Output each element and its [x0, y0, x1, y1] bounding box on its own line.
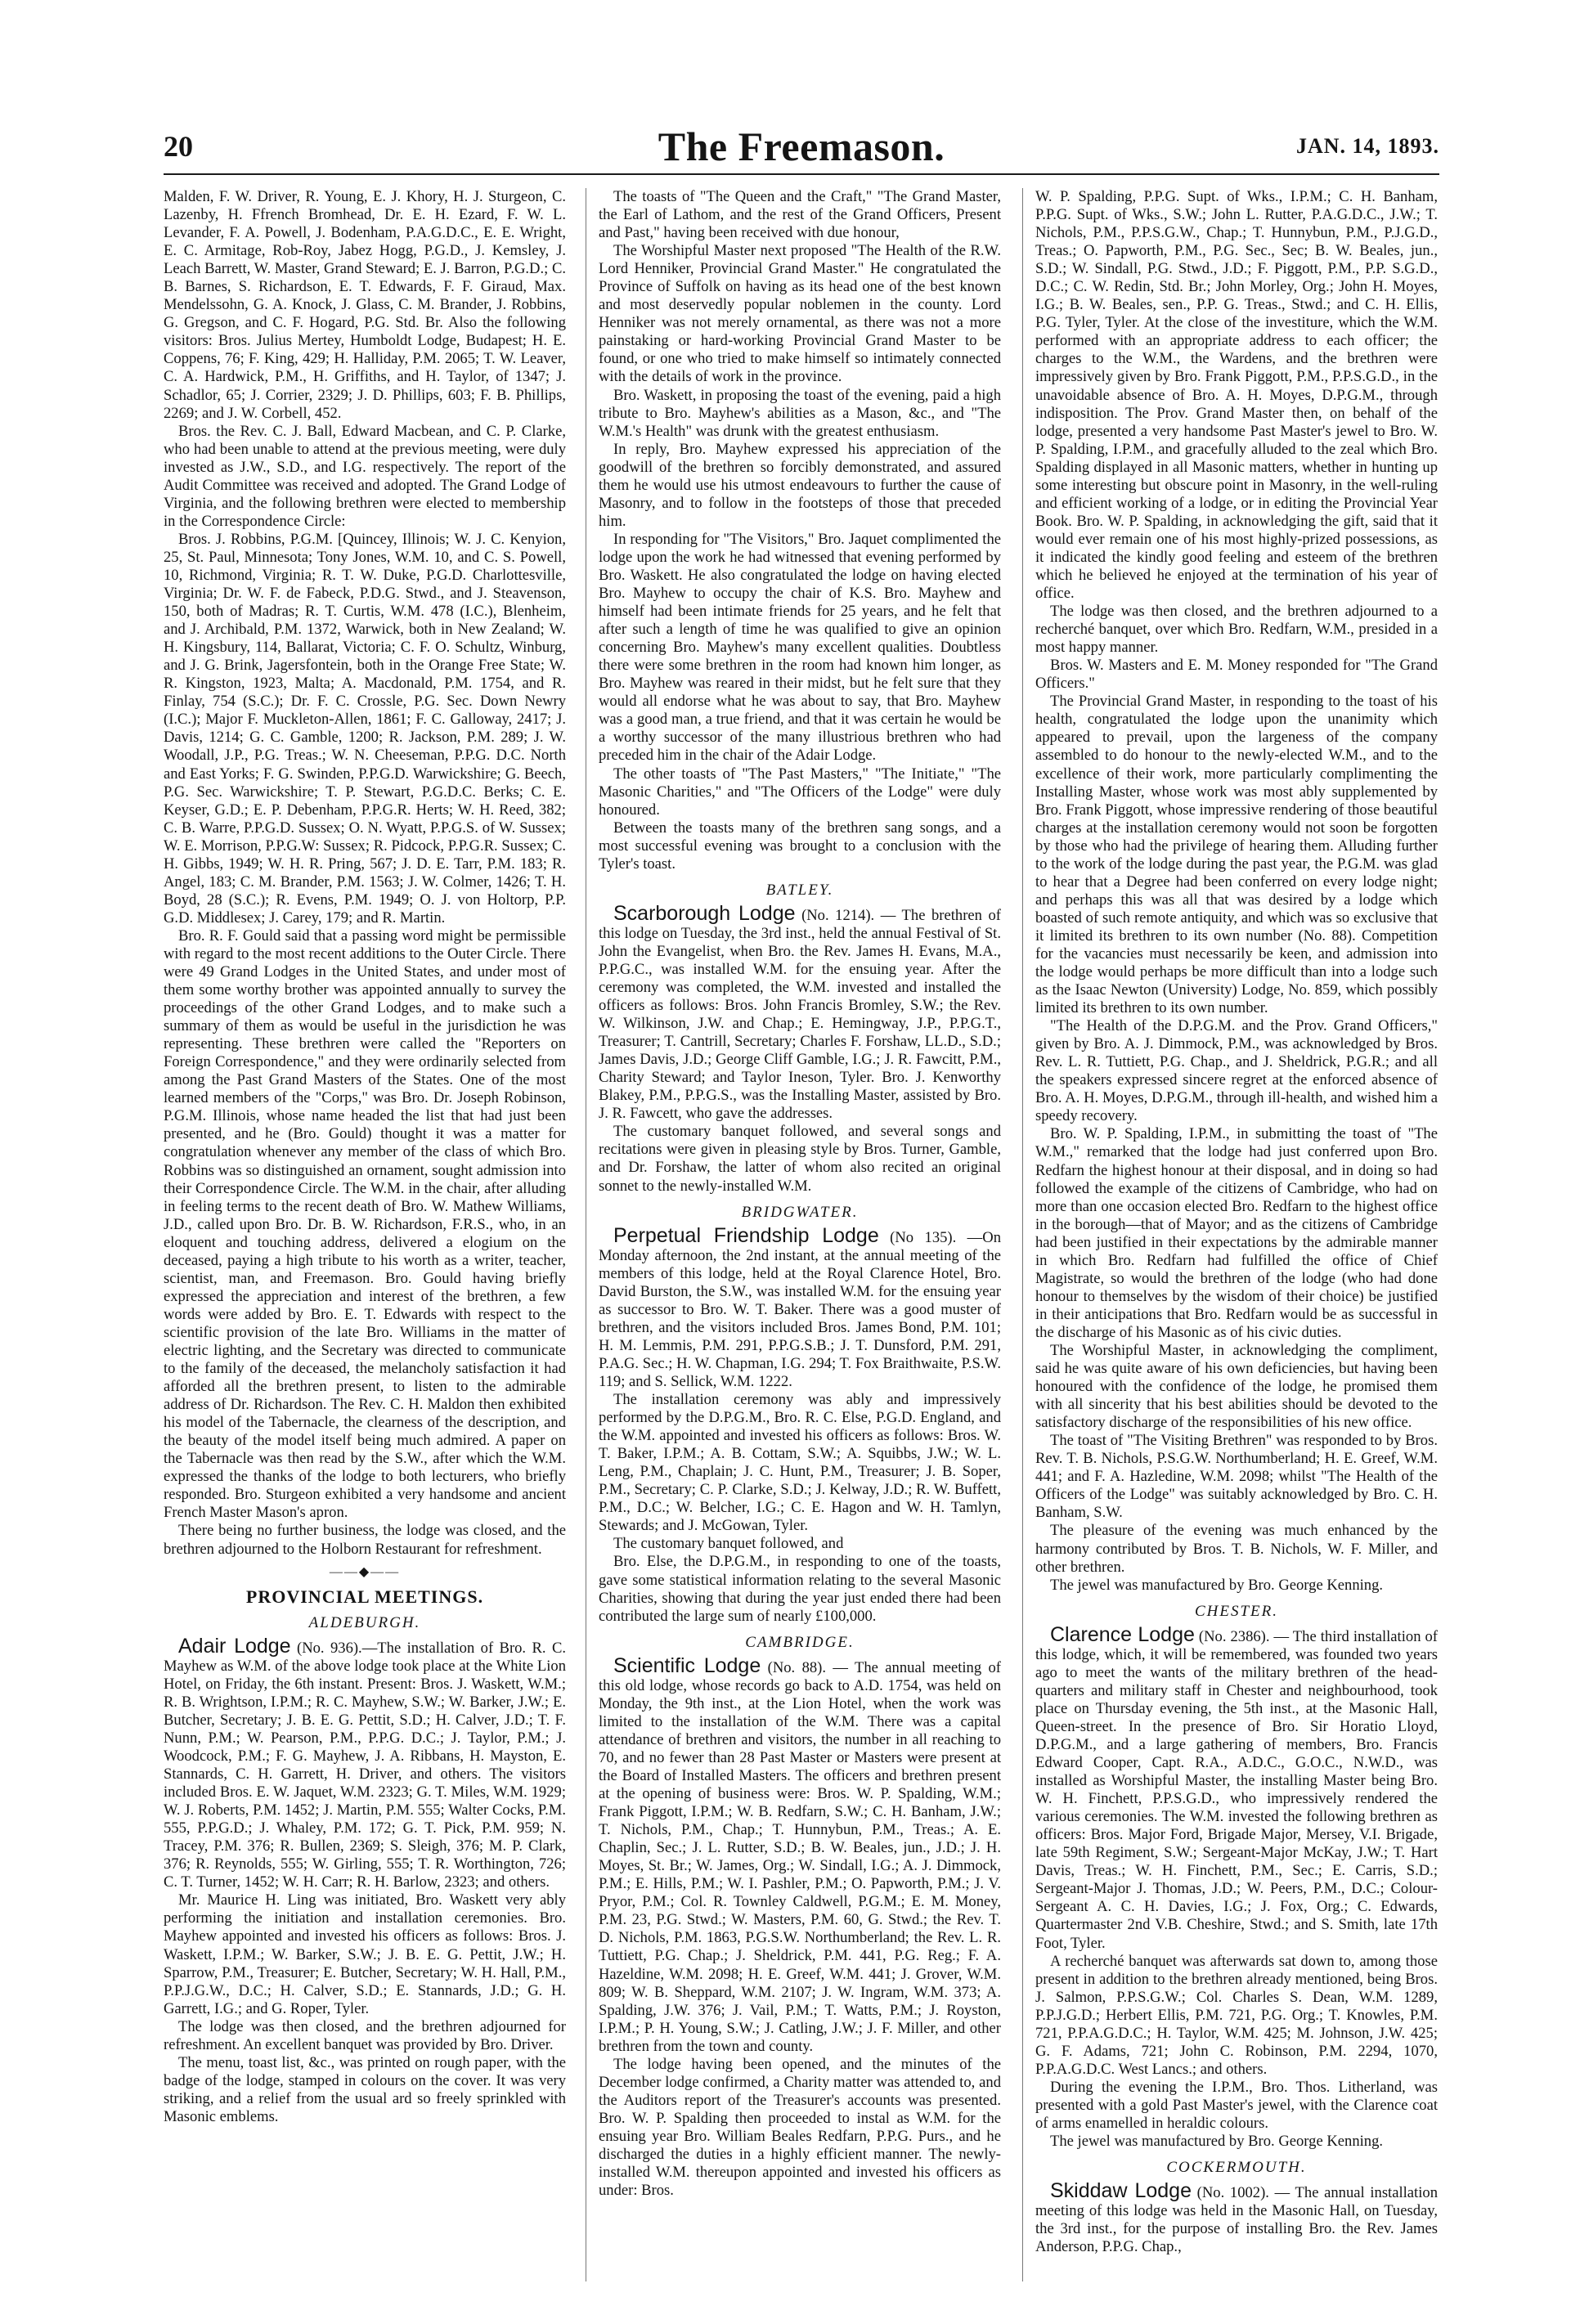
lodge-name: Scarborough Lodge: [613, 901, 796, 925]
paragraph: Bros. J. Robbins, P.G.M. [Quincey, Illinois; W. J. C. Kenyion, 25, St. Paul, Minnesota; Tony Jones, W.M. 10, and C. S. Powell, 10, Richmond, Virginia; R. T. W. Duke, P.G.D. Charlottesville, Virginia; Dr. W. F. de Fabeck, P.D.G. Stwd., and J. Steavenson, 150, both of Madras; R. T. Curtis, W.M. 478 (I.C.), Blenheim, and J. Archibald, P.M. 1372, Warwick, both in New Zealand; W. H. Kingsbury, 114, Ballarat, Victoria; C. F. O. Schultz, Winburg, and J. G. Brink, Jagersfontein, both in the Orange Free State; W. R. Kingston, 1923, Malta; A. Macdonald, P.M. 1754, and R. Finlay, 754 (S.C.); Dr. F. C. Crossle, P.G. Sec. Down Newry (I.C.); Major F. Muckleton-Allen, 1861; F. C. Galloway, 2417; J. Davis, 1214; G. C. Gamble, 1200; R. Jackson, P.M. 289; J. W. Woodall, J.P., P.G. Treas.; W. N. Cheeseman, P.P.G. D.C. North and East Yorks; F. G. Swinden, P.P.G.D. Warwickshire; G. Beech, P.G. Sec. Warwickshire; T. P. Stewart, P.G.D.C. Berks; C. E. Keyser, G.D.; E. P. Debenham, P.P.G.R. Herts; W. H. Reed, 382; C. B. Warre, P.P.G.D. Sussex; O. N. Wyatt, P.P.G.S. of W. Sussex; W. E. Morrison, P.P.G.W: Sussex; R. Pidcock, P.P.G.R. Sussex; C. H. Gibbs, 1949; W. H. R. Pring, 567; J. D. E. Tarr, P.M. 183; R. Angel, 183; C. M. Brander, P.M. 1563; J. W. Colmer, 1426; T. H. Boyd, 28 (S.C.); R. Evens, P.M. 1949; O. J. von Holtorp, P.P. G.D. Middlesex; J. Carey, 179; and R. Martin.: [164, 530, 566, 926]
paragraph: The jewel was manufactured by Bro. George Kenning.: [1050, 1576, 1384, 1594]
lodge-name: Adair Lodge: [178, 1634, 291, 1658]
paragraph: (No. 2386). — The third installation of this lodge, which, it will be remembered, was founded two years ago to meet the wants of the military brethren of the head-quarters and military staff in Chester and neighbourhood, took place on Thursday evening, the 5th inst., at the Masonic Hall, Queen-street. In the presence of Bro. Sir Horatio Lloyd, D.P.G.M., and a large gathering of members, Bro. Francis Edward Cooper, Capt. R.A., A.D.C., G.O.C., N.W.D., was installed as Worshipful Master, the installing Master being Bro. W. H. Finchett, P.P.S.G.D., who impressively rendered the various ceremonies. The W.M. invested the following brethren as officers: Bros. Major Ford, Brigade Major, Mersey, V.I. Brigade, late 59th Regiment, S.W.; Sergeant-Major McKay, J.W.; T. Hart Davis, Treas.; W. H. Finchett, P.M., Sec.; E. Carris, S.D.; Sergeant-Major J. Thomas, J.D.; W. Peers, P.M., D.C.; Colour-Sergeant A. C. H. Davies, I.G.; J. Fox, Org.; C. Edwards, Quartermaster 2nd V.B. Cheshire, Stwd.; and S. Smith, late 17th Foot, Tyler.: [1035, 1627, 1438, 1952]
paragraph: Bro. R. F. Gould said that a passing word might be permissible with regard to the most recent additions to the Outer Circle. There were 49 Grand Lodges in the United States, and under most of them some worthy brother was appointed annually to survey the proceedings of the other Grand Lodges, and to make such a summary of them as would be useful in the jurisdiction he was representing. These brethren were called the "Reporters on Foreign Correspondence," and they were ordinarily selected from among the Past Grand Masters of the States. One of the most learned members of the "Corps," was Bro. Dr. Joseph Robinson, P.G.M. Illinois, whose name headed the list that had just been presented, and he (Bro. Gould) thought it was a matter for congratulation whenever any member of the class of which Bro. Robbins was so distinguished an ornament, sought admission into their Correspondence Circle. The W.M. in the chair, after alluding in feeling terms to the recent death of Bro. W. Mathew Williams, J.D., called upon Bro. Dr. B. W. Richardson, F.R.S., who, in an eloquent and touching address, delivered a elogium on the deceased, paying a high tribute to his worth as a writer, teacher, scientist, man, and Freemason. Bro. Gould having briefly expressed the appreciation and interest of the brethren, a few words were added by Bro. E. T. Edwards with respect to the scientific provision of the late Bro. Williams in the matter of electric lighting, and the Secretary was directed to communicate to the family of the deceased, the melancholy satisfaction it had afforded all the brethren present, to listen to the admirable address of Dr. Richardson. The Rev. C. H. Maldon then exhibited his model of the Tabernacle, the clearness of the description, and the beauty of the model itself being much admired. A paper on the Tabernacle was then read by the S.W., after which the W.M. expressed the thanks of the lodge to both lecturers, who briefly responded. Bro. Sturgeon exhibited a very handsome and ancient French Master Mason's apron.: [164, 926, 566, 1522]
paragraph: In responding for "The Visitors," Bro. Jaquet complimented the lodge upon the work he had witnessed that evening performed by Bro. Waskett. He also congratulated the lodge on having elected Bro. Mayhew to occupy the chair of K.S. Bro. Mayhew and himself had been intimate friends for 25 years, and he felt that after such a length of time he was qualified to give an opinion concerning Bro. Mayhew's many excellent qualities. Doubtless there were some brethren in the room had known him longer, as Bro. Mayhew was reared in their midst, but he felt sure that they would all endorse what he was about to say, that Bro. Mayhew was a good man, a true friend, and that it was certain he would be a worthy successor of the many illustrious brethren who had preceded him in the chair of the Adair Lodge.: [599, 530, 1001, 765]
paragraph: (No. 88). — The annual meeting of this old lodge, whose records go back to A.D. 1754, was held on Monday, the 9th inst., at the Lion Hotel, when the work was limited to the installation of the W.M. There was a capital attendance of brethren and visitors, the number in all reaching to 70, and no fewer than 28 Past Master or Masters were present at the Board of Installed Masters. The officers and brethren present at the opening of business were: Bros. W. P. Spalding, W.M.; Frank Piggott, I.P.M.; W. B. Redfarn, S.W.; C. H. Banham, J.W.; T. Nichols, P.M., Chap.; T. Hunnybun, P.M., Treas.; A. E. Chaplin, Sec.; J. L. Rutter, S.D.; B. W. Beales, jun., J.D.; J. H. Moyes, St. Br.; W. James, Org.; W. Sindall, I.G.; A. J. Dimmock, P.M.; E. Hills, P.M.; W. I. Pashler, P.M.; O. Papworth, P.M.; J. V. Pryor, P.M.; Col. R. Townley Caldwell, P.G.M.; E. M. Money, P.M. 23, P.G. Stwd.; W. Masters, P.M. 60, G. Stwd.; the Rev. T. D. Nichols, P.M. 1863, P.G.S.W. Northumberland; the Rev. L. R. Tuttiett, P.G. Chap.; J. Sheldrick, P.M. 441, P.G. Reg.; F. A. Hazeldine, W.M. 2098; H. E. Greef, W.M. 441; J. Grover, W.M. 809; W. B. Sheppard, W.M. 2107; J. W. Ingram, W.M. 373; A. Spalding, J.W. 376; J. Vail, P.M.; T. Watts, P.M.; J. Royston, I.P.M.; P. H. Young, S.W.; J. Catling, J.W.; J. F. Miller, and other brethren from the town and county.: [599, 1658, 1001, 2055]
newspaper-title: The Freemason.: [658, 123, 945, 169]
paragraph: In reply, Bro. Mayhew expressed his appreciation of the goodwill of the brethren so forcibly demonstrated, and assured them he would use his utmost endeavours to further the cause of Masonry, and to follow in the footsteps of those that preceded him.: [599, 440, 1001, 530]
paragraph: The lodge was then closed, and the brethren adjourned to a recherché banquet, over which Bro. Redfarn, W.M., presided in a most happy manner.: [1035, 603, 1438, 657]
paragraph: The customary banquet followed, and: [613, 1535, 844, 1553]
paragraph: W. P. Spalding, P.P.G. Supt. of Wks., I.P.M.; C. H. Banham, P.P.G. Supt. of Wks., S.W.; John L. Rutter, P.A.G.D.C., J.W.; T. Nichols, P.M., P.P.S.G.W., Chap.; T. Hunnybun, P.M., P.J.G.D., Treas.; O. Papworth, P.M., P.G. Sec., Sec; B. W. Beales, jun., S.D.; W. Sindall, P.G. Stwd., J.D.; F. Piggott, P.M., P.P. S.G.D., D.C.; C. W. Redin, Std. Br.; John Morley, Org.; John H. Moyes, I.G.; B. W. Beales, sen., P.P. G. Treas., Stwd.; and C. H. Ellis, P.G. Tyler, Tyler. At the close of the investiture, which the W.M. performed with an appropriate address to each officer; the charges to the W.M., the Wardens, and the brethren were impressively given by Bro. Frank Piggott, P.M., P.P.S.G.D., in the unavoidable absence of Bro. A. H. Moyes, D.P.G.M., through indisposition. The Prov. Grand Master then, on behalf of the lodge, presented a very handsome Past Master's jewel to Bro. W. P. Spalding, I.P.M., and gracefully alluded to the zeal which Bro. Spalding displayed in all Masonic matters, whether in hunting up some interesting but obscure point in Masonry, in the well-ruling and efficient working of a lodge, or in editing the Provincial Year Book. Bro. W. P. Spalding, in acknowledging the gift, said that it would ever remain one of his most highly-prized possessions, as it indicated the kindly good feeling and esteem of the brethren which he believed he enjoyed at the termination of his year of office.: [1035, 188, 1438, 603]
paragraph: The installation ceremony was ably and impressively performed by the D.P.G.M., Bro. R. C. Else, P.G.D. England, and the W.M. appointed and invested his officers as follows: Bros. W. T. Baker, I.P.M.; A. B. Cottam, S.W.; A. Squibbs, J.W.; W. L. Leng, P.M., Chaplain; J. C. Hunt, P.M., Treasurer; J. B. Soper, P.M., Secretary; C. P. Clarke, S.D.; J. Kelway, J.D.; R. W. Buffett, P.M., D.C.; W. Belcher, I.G.; C. E. Hagon and W. H. Tamlyn, Stewards; and J. McGowan, Tyler.: [599, 1391, 1001, 1535]
paragraph: There being no further business, the lodge was closed, and the brethren adjourned to the Holborn Restaurant for refreshment.: [164, 1522, 566, 1558]
paragraph: The lodge having been opened, and the minutes of the December lodge confirmed, a Charity matter was attended to, and the Auditors report of the Treasurer's accounts was presented. Bro. W. P. Spalding then proceeded to instal as W.M. for the ensuing year Bro. William Beales Redfarn, P.P.G. Purs., and he discharged the duties in a highly efficient manner. The newly-installed W.M. thereupon appointed and invested his officers as under: Bros.: [599, 2055, 1001, 2200]
paragraph: Malden, F. W. Driver, R. Young, E. J. Khory, H. J. Sturgeon, C. Lazenby, H. Ffrench Bromhead, Dr. E. H. Ezard, F. W. L. Levander, F. A. Powell, J. Bodenham, P.A.G.D.C., E. E. Wright, E. C. Armitage, Rob-Roy, Jabez Hogg, P.G.D., J. Kemsley, J. Leach Barrett, W. Master, Grand Steward; E. J. Barron, P.G.D.; C. B. Barnes, S. Richardson, E. T. Edwards, F. F. Giraud, Max. Mendelssohn, G. A. Knock, J. Glass, C. M. Brander, J. Robbins, G. Gregson, and C. F. Hogard, P.G. Std. Br. Also the following visitors: Bros. Julius Mertey, Humboldt Lodge, Budapest; H. E. Coppens, 76; F. King, 429; H. Halliday, P.M. 2065; T. W. Leaver, C. A. Hardwick, P.M., H. Griffiths, and H. Taylor, of 1347; J. Schadlor, 65; J. Corrier, 2329; J. D. Phillips, 603; F. B. Phillips, 2269; and J. W. Corbell, 452.: [164, 188, 566, 422]
lodge-name: Clarence Lodge: [1050, 1622, 1195, 1646]
paragraph: (No. 1002). — The annual installation meeting of this lodge was held in the Masonic Hall, on Tuesday, the 3rd inst., for the purpose of installing Bro. the Rev. James Anderson, P.P.G. Chap.,: [1035, 2184, 1438, 2256]
place-heading: COCKERMOUTH.: [1166, 2159, 1307, 2177]
paragraph: Bros. W. Masters and E. M. Money responded for "The Grand Officers.": [1035, 657, 1438, 693]
column-1: [164, 188, 566, 2281]
column-2: [599, 188, 1001, 2281]
paragraph: (No. 1214). — The brethren of this lodge on Tuesday, the 3rd inst., held the annual Festival of St. John the Evangelist, when Bro. the Rev. James H. Evans, M.A., P.P.G.C., was installed W.M. for the ensuing year. After the ceremony was completed, the W.M. invested and installed the officers as follows: Bros. John Francis Bromley, S.W.; the Rev. W. Wilkinson, J.W. and Chap.; E. Hemingway, J.P., P.P.G.T., Treasurer; T. Cantrill, Secretary; Charles F. Forshaw, LL.D., S.D.; James Davis, J.D.; George Cliff Gamble, I.G.; J. R. Fawcitt, P.M., Charity Steward; and Taylor Ineson, Tyler. Bro. J. Kenworthy Blakey, P.M., P.P.G.S., was the Installing Master, assisted by Bro. J. R. Fawcett, who gave the addresses.: [599, 906, 1001, 1123]
paragraph: Mr. Maurice H. Ling was initiated, Bro. Waskett very ably performing the initiation and installation ceremonies. Bro. Mayhew appointed and invested his officers as follows: Bros. J. Waskett, I.P.M.; W. Barker, S.W.; J. B. E. G. Pettit, J.W.; H. Sparrow, P.M., Treasurer; E. Butcher, Secretary; W. H. Hall, P.M., P.P.J.G.W., D.C.; H. Calver, S.D.; E. Stannards, J.D.; G. H. Garrett, I.G.; and G. Roper, Tyler.: [164, 1891, 566, 2017]
paragraph: A recherché banquet was afterwards sat down to, among those present in addition to the brethren already mentioned, being Bros. J. Salmon, P.P.S.G.W.; Col. Charles S. Dean, W.M. 1289, P.P.J.G.D.; Herbert Ellis, P.M. 721, P.G. Org.; T. Knowles, P.M. 721, P.P.A.G.D.C.; H. Taylor, W.M. 425; M. Johnson, J.W. 425; G. F. Adams, 721; John C. Robinson, P.M. 2294, 1070, P.P.A.G.D.C. West Lancs.; and others.: [1035, 1952, 1438, 2078]
paragraph: Bro. W. P. Spalding, I.P.M., in submitting the toast of "The W.M.," remarked that the lodge had just conferred upon Bro. Redfarn the highest honour at their disposal, and in doing so had followed the example of the citizens of Cambridge, who had on more than one occasion elected Bro. Redfarn to the highest office in the borough—that of Mayor; and as the citizens of Cambridge had been justified in their expectations by the admirable manner in which Bro. Redfarn had fulfilled the office of Chief Magistrate, so would the brethren of the lodge (who had done honour to themselves by the wisdom of their choice) be justified in their anticipations that Bro. Redfarn would be as successful in the discharge of his Masonic as of his civic duties.: [1035, 1125, 1438, 1341]
paragraph: The pleasure of the evening was much enhanced by the harmony contributed by Bros. T. B. Nichols, W. F. Miller, and other brethren.: [1035, 1522, 1438, 1576]
lodge-name: Perpetual Friendship Lodge: [613, 1223, 879, 1247]
paragraph: The jewel was manufactured by Bro. George Kenning.: [1050, 2133, 1384, 2151]
paragraph: Bro. Else, the D.P.G.M., in responding to one of the toasts, gave some statistical information relating to the several Masonic Charities, showing that during the year just ended there had been contributed the large sum of nearly £100,000.: [599, 1553, 1001, 1625]
paragraph: The toast of "The Visiting Brethren" was responded to by Bros. Rev. T. B. Nichols, P.S.G.W. Northumberland; H. E. Greef, W.M. 441; and F. A. Hazledine, W.M. 2098; whilst "The Health of the Officers of the Lodge" was suitably acknowledged by Bro. C. H. Banham, S.W.: [1035, 1432, 1438, 1522]
paragraph: (No 135). —On Monday afternoon, the 2nd instant, at the annual meeting of the members of this lodge, held at the Royal Clarence Hotel, Bro. David Burston, the S.W., was installed W.M. for the ensuing year as successor to Bro. W. T. Baker. There was a good muster of brethren, and the visitors included Bros. James Bond, P.M. 101; H. M. Lemmis, P.M. 291, P.P.G.S.B.; J. T. Dunsford, P.M. 291, P.A.G. Sec.; H. W. Chapman, I.G. 294; T. Fox Braithwaite, P.S.W. 119; and S. Sellick, W.M. 1222.: [599, 1228, 1001, 1390]
paragraph: The lodge was then closed, and the brethren adjourned for refreshment. An excellent banquet was provided by Bro. Driver.: [164, 2017, 566, 2053]
column-3: [1035, 188, 1438, 2281]
place-heading: ALDEBURGH.: [308, 1613, 421, 1631]
paragraph: "The Health of the D.P.G.M. and the Prov. Grand Officers," given by Bro. A. J. Dimmock, P.M., was acknowledged by Bros. Rev. L. R. Tuttiett, P.G. Chap., and J. Sheldrick, P.G.R.; and all the speakers expressed sincere regret at the enforced absence of Bro. A. H. Moyes, D.P.G.M., through ill-health, and wished him a speedy recovery.: [1035, 1017, 1438, 1125]
paragraph: The other toasts of "The Past Masters," "The Initiate," "The Masonic Charities," and "The Officers of the Lodge" were duly honoured.: [599, 765, 1001, 819]
place-heading: CHESTER.: [1194, 1602, 1279, 1620]
place-heading: BRIDGWATER.: [741, 1203, 859, 1221]
paragraph: Bros. the Rev. C. J. Ball, Edward Macbean, and C. P. Clarke, who had been unable to attend at the previous meeting, were duly invested as J.W., S.D., and I.G. respectively. The report of the Audit Committee was received and adopted. The Grand Lodge of Virginia, and the following brethren were elected to membership in the Correspondence Circle:: [164, 422, 566, 530]
issue-date: JAN. 14, 1893.: [1295, 134, 1439, 158]
masthead: [164, 123, 1439, 175]
page-number: 20: [164, 130, 193, 163]
paragraph: Between the toasts many of the brethren sang songs, and a most successful evening was brought to a conclusion with the Tyler's toast.: [599, 819, 1001, 873]
place-heading: BATLEY.: [765, 881, 834, 899]
section-heading: PROVINCIAL MEETINGS.: [245, 1586, 484, 1607]
lodge-name: Scientific Lodge: [613, 1653, 761, 1677]
paragraph: The Worshipful Master, in acknowledging the compliment, said he was quite aware of his own deficiencies, but having been honoured with the confidence of the lodge, he promised them with all sincerity that his best abilities should be devoted to the satisfactory discharge of the responsibilities of his new office.: [1035, 1342, 1438, 1432]
lodge-name: Skiddaw Lodge: [1050, 2179, 1192, 2203]
paragraph: The menu, toast list, &c., was printed on rough paper, with the badge of the lodge, stamped in colours on the cover. It was very striking, and a relief from the usual ard so freely sprinkled with Masonic emblems.: [164, 2053, 566, 2125]
paragraph: The toasts of "The Queen and the Craft," "The Grand Master, the Earl of Lathom, and the rest of the Grand Officers, Present and Past," having been received with due honour,: [599, 188, 1001, 242]
paragraph: Bro. Waskett, in proposing the toast of the evening, paid a high tribute to Bro. Mayhew's abilities as a Mason, &c., and "The W.M.'s Health" was drunk with the greatest enthusiasm.: [599, 386, 1001, 440]
section-divider: ——◆——: [329, 1564, 401, 1579]
paragraph: (No. 936).—The installation of Bro. R. C. Mayhew as W.M. of the above lodge took place at the White Lion Hotel, on Friday, the 6th instant. Present: Bros. J. Waskett, W.M.; R. B. Wrightson, I.P.M.; R. C. Mayhew, S.W.; W. Barker, J.W.; E. Butcher, Secretary; J. B. E. G. Pettit, S.D.; H. Calver, J.D.; T. F. Nunn, P.M.; W. Pearson, P.M., P.P.G. D.C.; J. Taylor, P.M.; J. Woodcock, P.M.; F. G. Mayhew, J. A. Ribbans, H. Mayston, E. Stannards, C. H. Garrett, H. Driver, and others. The visitors included Bros. E. W. Jaquet, W.M. 2323; G. T. Miles, W.M. 1929; W. J. Roberts, P.M. 1452; J. Martin, P.M. 555; Walter Cocks, P.M. 555, P.P.G.D.; J. Whaley, P.M. 172; G. T. Pick, P.M. 959; N. Tracey, P.M. 376; R. Bullen, 2369; S. Sleigh, 376; M. P. Clark, 376; R. Reynolds, 555; W. Girling, 555; T. R. Worthington, 726; C. T. Turner, 1452; W. H. Carr; R. H. Barlow, 2323; and others.: [164, 1639, 566, 1891]
paragraph: During the evening the I.P.M., Bro. Thos. Litherland, was presented with a gold Past Master's jewel, with the Clarence coat of arms enamelled in heraldic colours.: [1035, 2078, 1438, 2132]
paragraph: The Worshipful Master next proposed "The Health of the R.W. Lord Henniker, Provincial Grand Master." He congratulated the Province of Suffolk on having as its head one of the best known and most deservedly popular noblemen in the county. Lord Henniker was not merely ornamental, as there was not a more painstaking or hard-working Provincial Grand Master to be found, or one who tried to make himself so intimately connected with the details of work in the province.: [599, 242, 1001, 386]
paragraph: The Provincial Grand Master, in responding to the toast of his health, congratulated the lodge upon the unanimity which appeared to prevail, upon the largeness of the company assembled to do honour to the newly-elected W.M., and to the excellence of their work, more particularly complimenting the Installing Master, whose work was most ably supplemented by Bro. Frank Piggott, whose impressive rendering of those beautiful charges at the installation ceremony would not soon be forgotten by those who had the privilege of hearing them. Alluding further to the work of the lodge during the past year, the P.G.M. was glad to hear that a Degree had been conferred on every lodge night; and perhaps this was all that was desired by a lodge which boasted of such remote antiquity, and which was so exclusive that it limited its brethren to its own number (No. 88). Competition for the vacancies must necessarily be keen, and admission into the lodge would perhaps be more difficult than into a lodge such as the Isaac Newton (University) Lodge, No. 859, which possibly limited its brethren to its own number.: [1035, 693, 1438, 1017]
paragraph: The customary banquet followed, and several songs and recitations were given in pleasing style by Bros. Turner, Gamble, and Dr. Forshaw, the latter of whom also recited an original sonnet to the newly-installed W.M.: [599, 1123, 1001, 1195]
column-divider: [1022, 188, 1023, 2281]
place-heading: CAMBRIDGE.: [745, 1633, 855, 1651]
